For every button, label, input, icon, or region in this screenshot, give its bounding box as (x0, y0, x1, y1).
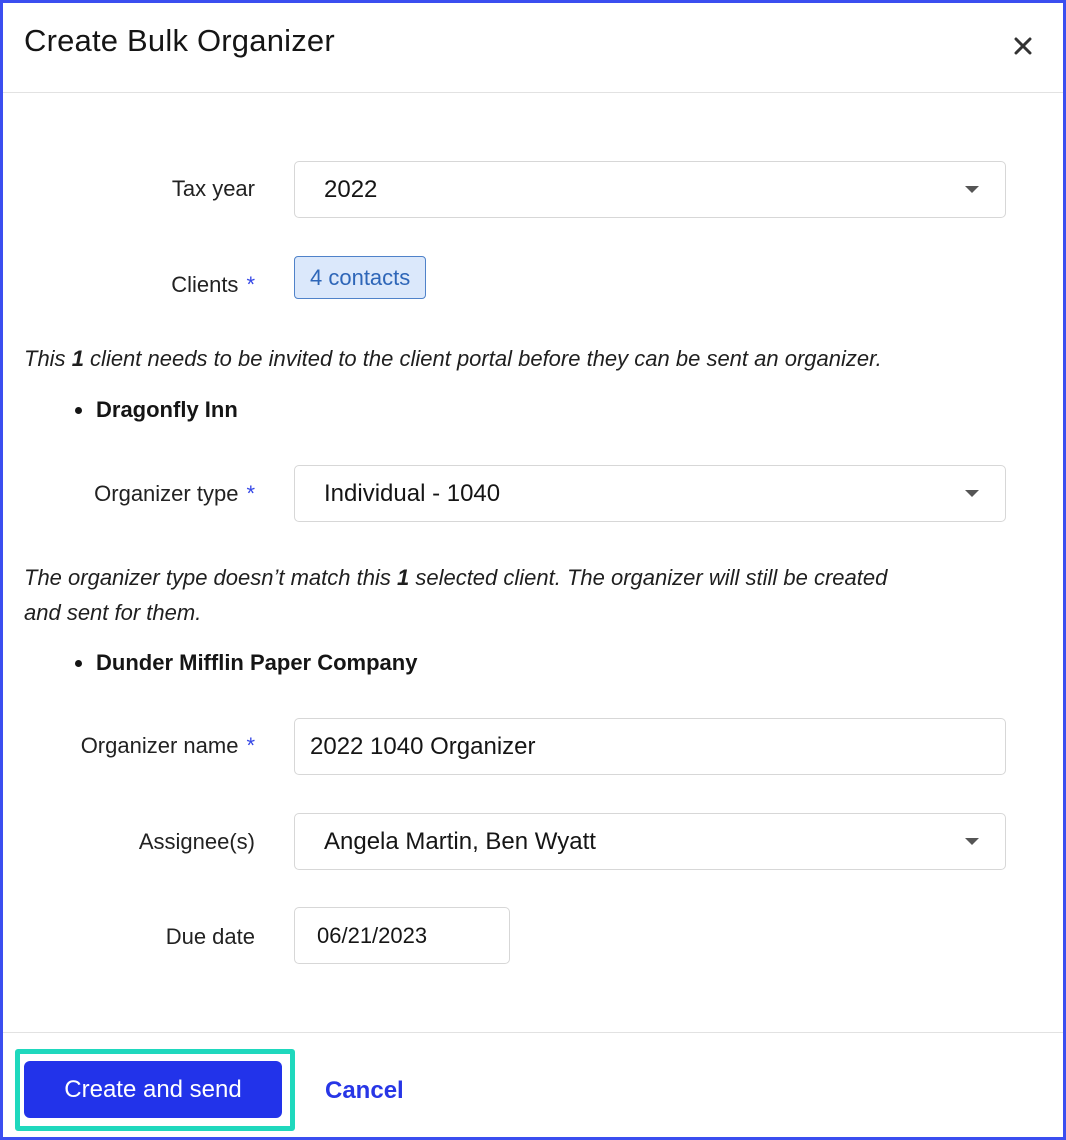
assignees-select[interactable] (294, 813, 1006, 870)
create-and-send-button[interactable]: Create and send (24, 1061, 282, 1118)
bullet-icon (75, 407, 82, 414)
notice-prefix: The organizer type doesn’t match this (24, 565, 397, 590)
organizer-type-label-text: Organizer type (94, 481, 239, 506)
notice-count: 1 (396, 565, 410, 590)
required-marker: * (246, 272, 255, 297)
organizer-name-label-text: Organizer name (80, 733, 239, 758)
notice-line-2: and sent for them. (24, 600, 202, 625)
organizer-name-label (3, 733, 255, 759)
footer-divider (3, 1032, 1063, 1033)
tax-year-label-text: Tax year (171, 176, 255, 201)
chevron-down-icon (965, 490, 979, 497)
notice-count: 1 (71, 346, 84, 371)
organizer-type-label (3, 481, 255, 507)
assignees-label-text: Assignee(s) (138, 829, 255, 854)
chevron-down-icon (965, 838, 979, 845)
chevron-down-icon (965, 186, 979, 193)
close-icon[interactable] (1008, 31, 1038, 61)
clients-chip[interactable]: 4 contacts (294, 256, 426, 299)
tax-year-select[interactable] (294, 161, 1006, 218)
required-marker: * (246, 481, 255, 506)
client-name: Dragonfly Inn (96, 397, 238, 422)
list-item (75, 650, 417, 676)
organizer-name-input[interactable] (294, 718, 1006, 775)
dialog-title: Create Bulk Organizer (24, 23, 335, 58)
notice-suffix: selected client. The organizer will still be created (409, 565, 888, 590)
organizer-type-select[interactable] (294, 465, 1006, 522)
due-date-value: 06/21/2023 (317, 922, 428, 948)
assignees-label (3, 829, 255, 855)
due-date-input[interactable] (294, 907, 510, 964)
cancel-button[interactable]: Cancel (325, 1077, 404, 1104)
list-item (75, 397, 238, 423)
clients-label (3, 272, 255, 298)
client-name: Dunder Mifflin Paper Company (96, 650, 418, 675)
bullet-icon (75, 660, 82, 667)
portal-invite-notice (24, 341, 882, 376)
organizer-name-value: 2022 1040 Organizer (310, 732, 536, 760)
type-mismatch-notice (24, 560, 887, 630)
tax-year-label (3, 176, 255, 202)
due-date-label (3, 924, 255, 950)
dialog-header (3, 3, 1063, 93)
clients-label-text: Clients (171, 272, 239, 297)
tax-year-value: 2022 (324, 175, 378, 203)
required-marker: * (246, 733, 255, 758)
due-date-label-text: Due date (165, 924, 255, 949)
notice-suffix: client needs to be invited to the client portal before they can be sent an organizer. (83, 346, 882, 371)
assignees-value: Angela Martin, Ben Wyatt (324, 827, 596, 855)
organizer-type-value: Individual - 1040 (324, 479, 501, 507)
notice-prefix: This (24, 346, 72, 371)
